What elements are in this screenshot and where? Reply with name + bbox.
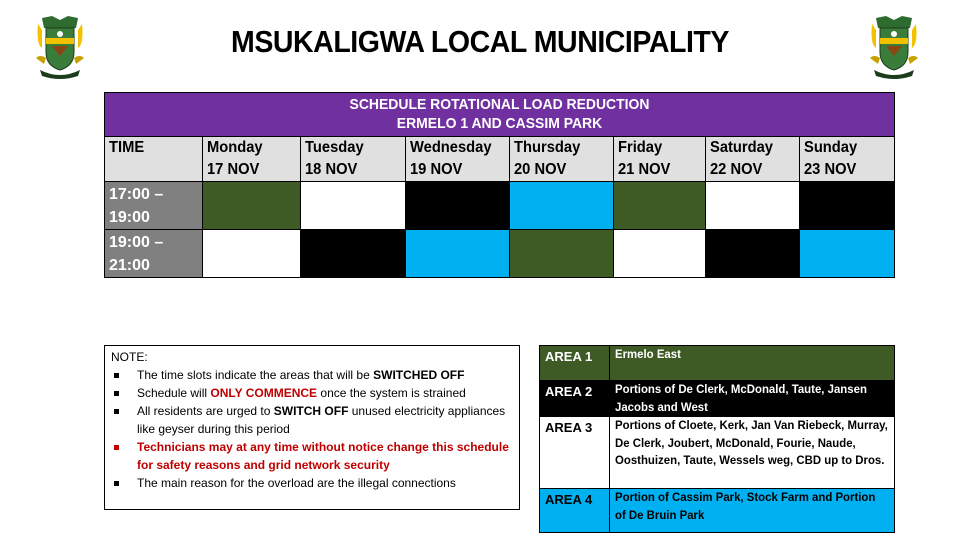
area-description: Portion of Cassim Park, Stock Farm and Portion of De Bruin Park	[610, 489, 894, 532]
schedule-slot-cell	[706, 182, 800, 230]
schedule-slot-cell	[510, 230, 614, 277]
note-warning-item: Technicians may at any time without notice change this schedule for safety reasons and grid network security	[111, 438, 513, 474]
schedule-grid	[105, 137, 894, 277]
day-header: Wednesday 19 NOV	[406, 137, 510, 182]
day-header: Friday 21 NOV	[614, 137, 706, 182]
schedule-subtitle: ERMELO 1 AND CASSIM PARK	[396, 115, 603, 132]
note-item: The time slots indicate the areas that will be SWITCHED OFF	[111, 366, 513, 384]
time-slot-label: 17:00 – 19:00	[105, 182, 203, 230]
note-item: Schedule will ONLY COMMENCE once the system is strained	[111, 384, 513, 402]
note-list	[111, 366, 513, 492]
areas-table	[539, 345, 895, 533]
note-box	[104, 345, 520, 510]
schedule-slot-cell	[301, 230, 406, 277]
day-header: Sunday 23 NOV	[800, 137, 894, 182]
area-description: Portions of Cloete, Kerk, Jan Van Riebeck, Murray, De Clerk, Joubert, McDonald, Fourie, Naude, Oosthuizen, Taute, Wessels weg, CBD up to Dros.	[610, 417, 894, 489]
schedule-slot-cell	[406, 182, 510, 230]
time-column-header: TIME	[105, 137, 203, 182]
schedule-slot-cell	[614, 230, 706, 277]
schedule-table	[104, 92, 895, 278]
time-slot-label: 19:00 – 21:00	[105, 230, 203, 277]
day-header: Saturday 22 NOV	[706, 137, 800, 182]
schedule-slot-cell	[406, 230, 510, 277]
day-header: Thursday 20 NOV	[510, 137, 614, 182]
schedule-slot-cell	[203, 230, 301, 277]
schedule-header	[105, 93, 894, 137]
schedule-slot-cell	[614, 182, 706, 230]
schedule-slot-cell	[800, 230, 894, 277]
area-label: AREA 2	[540, 381, 610, 417]
area-description: Ermelo East	[610, 346, 894, 381]
schedule-slot-cell	[203, 182, 301, 230]
schedule-slot-cell	[301, 182, 406, 230]
note-title: NOTE:	[111, 350, 148, 364]
area-label: AREA 3	[540, 417, 610, 489]
day-header: Monday 17 NOV	[203, 137, 301, 182]
day-header: Tuesday 18 NOV	[301, 137, 406, 182]
schedule-slot-cell	[800, 182, 894, 230]
schedule-title: SCHEDULE ROTATIONAL LOAD REDUCTION	[349, 96, 650, 113]
area-label: AREA 1	[540, 346, 610, 381]
page-title: MSUKALIGWA LOCAL MUNICIPALITY	[231, 24, 729, 59]
schedule-slot-cell	[510, 182, 614, 230]
area-label: AREA 4	[540, 489, 610, 532]
schedule-slot-cell	[706, 230, 800, 277]
area-description: Portions of De Clerk, McDonald, Taute, Jansen Jacobs and West	[610, 381, 894, 417]
note-item: The main reason for the overload are the illegal connections	[111, 474, 513, 492]
note-item: All residents are urged to SWITCH OFF unused electricity appliances like geyser during this period	[111, 402, 513, 438]
